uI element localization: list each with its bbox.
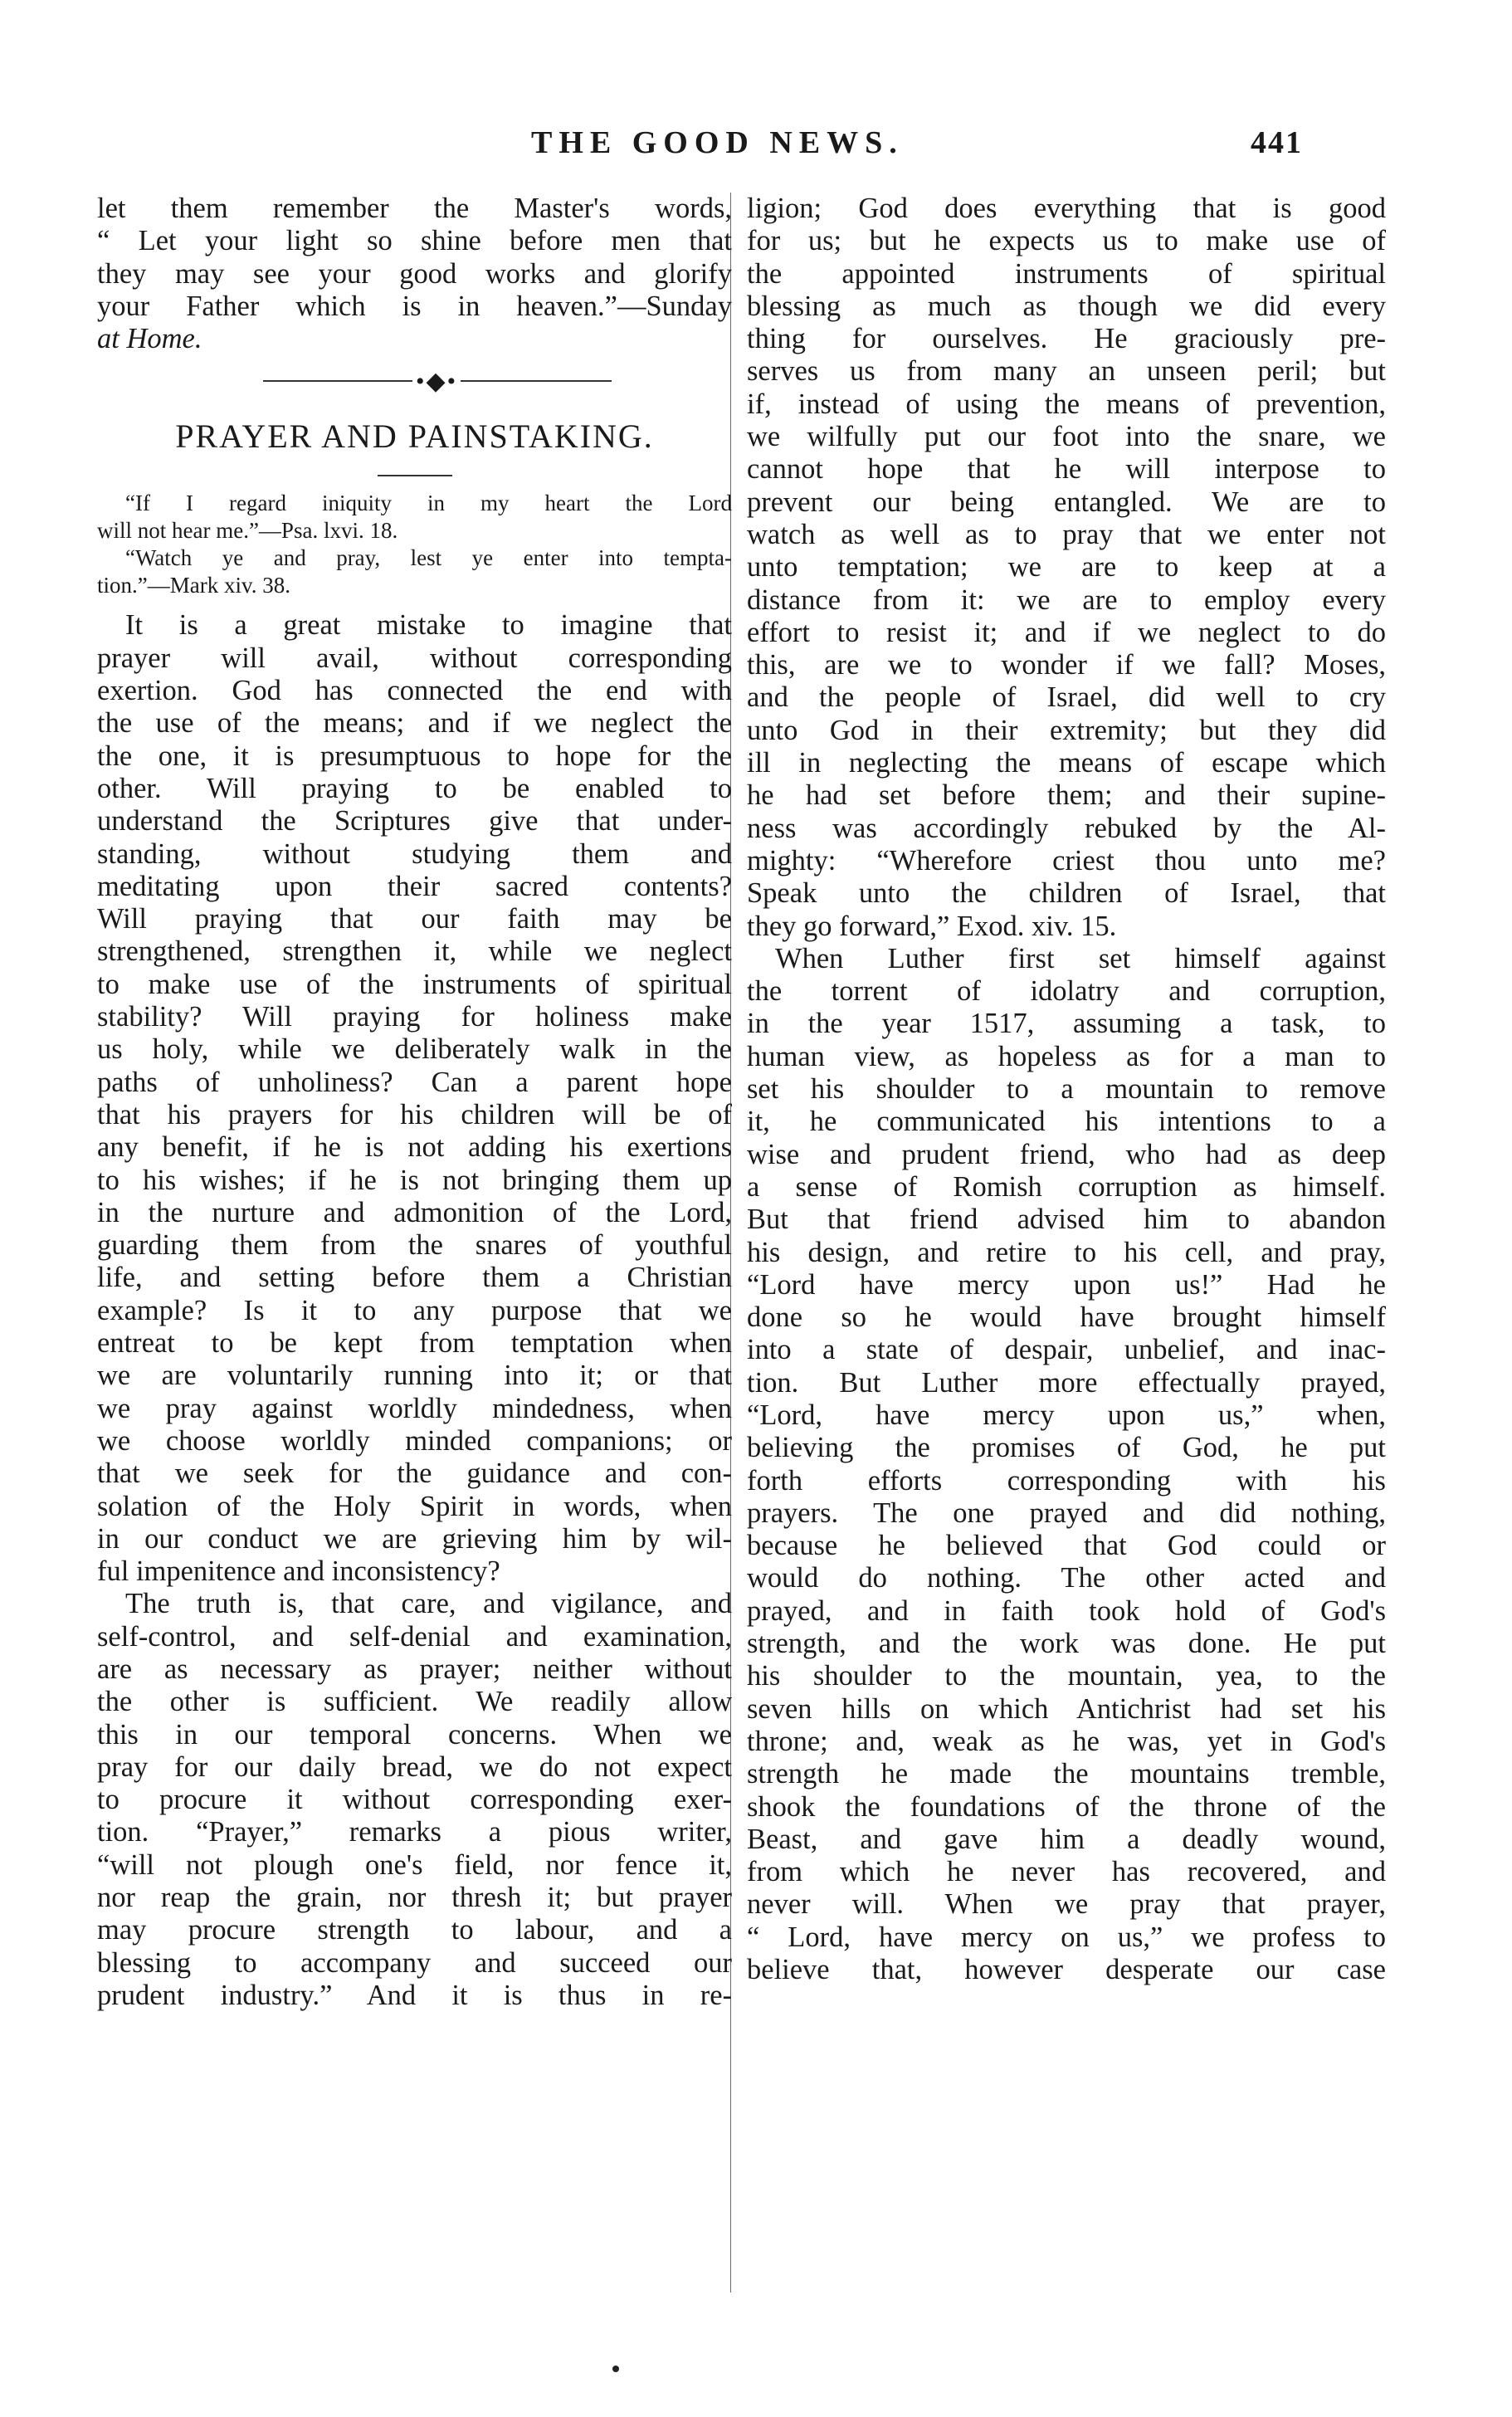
text-line: “Lord have mercy upon us!” Had he — [747, 1268, 1386, 1301]
text-line: prayer will avail, without corresponding — [97, 642, 732, 674]
section-title: PRAYER AND PAINSTAKING. — [175, 417, 654, 456]
text-line: meditating upon their sacred contents? — [97, 870, 732, 902]
text-line: his shoulder to the mountain, yea, to the — [747, 1660, 1386, 1692]
text-line: shook the foundations of the throne of the — [747, 1790, 1386, 1823]
running-head — [100, 125, 1303, 174]
text-line: the appointed instruments of spiritual — [747, 257, 1386, 290]
text-line: strength he made the mountains tremble, — [747, 1758, 1386, 1790]
text-line: we choose worldly minded companions; or — [97, 1424, 732, 1457]
text-line: he had set before them; and their supine- — [747, 779, 1386, 812]
epigraph-line: tion.”—Mark xiv. 38. — [97, 573, 290, 598]
text-line: example? Is it to any purpose that we — [97, 1294, 732, 1326]
text-line: because he believed that God could or — [747, 1530, 1386, 1562]
text-line: mighty: “Wherefore criest thou unto me? — [747, 844, 1386, 876]
text-line: prayers. The one prayed and did nothing, — [747, 1497, 1386, 1529]
ornament-dots-icon: •◆• — [412, 365, 461, 398]
text-line: would do nothing. The other acted and — [747, 1562, 1386, 1594]
text-line: Will praying that our faith may be — [97, 903, 732, 935]
epigraph-line: “If I regard iniquity in my heart the Lord — [125, 491, 732, 516]
text-line: prevent our being entangled. We are to — [747, 486, 1386, 518]
text-line: to make use of the instruments of spiritual — [97, 968, 732, 1000]
text-line: it, he communicated his intentions to a — [747, 1106, 1386, 1138]
text-line: standing, without studying them and — [97, 837, 732, 870]
text-line: blessing as much as though we did every — [747, 290, 1386, 322]
text-line: they go forward,” Exod. xiv. 15. — [747, 910, 1117, 942]
text-line: ligion; God does everything that is good — [747, 193, 1386, 224]
text-line: It is a great mistake to imagine that — [125, 609, 732, 642]
text-line: we pray against worldly mindedness, when — [97, 1392, 732, 1424]
text-line: into a state of despair, unbelief, and inac- — [747, 1334, 1386, 1366]
text-line: and the people of Israel, did well to cry — [747, 681, 1386, 714]
text-line: “ Lord, have mercy on us,” we profess to — [747, 1921, 1386, 1953]
text-line: his design, and retire to his cell, and pray, — [747, 1236, 1386, 1268]
text-line: pray for our daily bread, we do not expect — [97, 1750, 732, 1783]
text-line: life, and setting before them a Christian — [97, 1262, 732, 1294]
text-line: a sense of Romish corruption as himself. — [747, 1170, 1386, 1203]
text-line: entreat to be kept from temptation when — [97, 1327, 732, 1360]
text-line: “will not plough one's field, nor fence it, — [97, 1848, 732, 1881]
text-line: let them remember the Master's words, — [97, 193, 732, 224]
text-line: this, are we to wonder if we fall? Moses, — [747, 649, 1386, 681]
text-line: unto God in their extremity; but they did — [747, 714, 1386, 746]
text-line: to his wishes; if he is not bringing them up — [97, 1164, 732, 1196]
text-line: if, instead of using the means of prevention, — [747, 388, 1386, 420]
text-line: understand the Scriptures give that under- — [97, 805, 732, 837]
spacer — [97, 599, 732, 609]
page-number: 441 — [1251, 125, 1303, 160]
text-line: in the nurture and admonition of the Lord, — [97, 1196, 732, 1228]
text-line: effort to resist it; and if we neglect to do — [747, 616, 1386, 648]
text-line: throne; and, weak as he was, yet in God's — [747, 1725, 1386, 1757]
text-line: we are voluntarily running into it; or that — [97, 1360, 732, 1392]
text-line: solation of the Holy Spirit in words, when — [97, 1490, 732, 1522]
text-line: Beast, and gave him a deadly wound, — [747, 1823, 1386, 1855]
text-line: prudent industry.” And it is thus in re- — [97, 1979, 732, 2011]
text-line: ness was accordingly rebuked by the Al- — [747, 812, 1386, 844]
text-line: serves us from many an unseen peril; but — [747, 355, 1386, 388]
text-line: the one, it is presumptuous to hope for the — [97, 740, 732, 772]
text-line: prayed, and in faith took hold of God's — [747, 1594, 1386, 1627]
text-line: the other is sufficient. We readily allow — [97, 1686, 732, 1718]
text-line: blessing to accompany and succeed our — [97, 1946, 732, 1979]
text-line: believing the promises of God, he put — [747, 1432, 1386, 1464]
text-line: unto temptation; we are to keep at a — [747, 551, 1386, 583]
text-line: watch as well as to pray that we enter not — [747, 518, 1386, 550]
text-line: the torrent of idolatry and corruption, — [747, 975, 1386, 1008]
text-line: When Luther first set himself against — [775, 942, 1386, 974]
text-line: ill in neglecting the means of escape which — [747, 747, 1386, 779]
text-line: “Lord, have mercy upon us,” when, — [747, 1399, 1386, 1431]
text-line: The truth is, that care, and vigilance, and — [125, 1588, 732, 1620]
title-rule — [378, 475, 452, 476]
text-line: distance from it: we are to employ every — [747, 583, 1386, 616]
text-line: tion. But Luther more effectually prayed, — [747, 1366, 1386, 1399]
text-line: may procure strength to labour, and a — [97, 1914, 732, 1946]
text-line: But that friend advised him to abandon — [747, 1204, 1386, 1236]
text-line: forth efforts corresponding with his — [747, 1464, 1386, 1497]
text-line: human view, as hopeless as for a man to — [747, 1040, 1386, 1072]
text-line: wise and prudent friend, who had as deep — [747, 1138, 1386, 1170]
text-line: set his shoulder to a mountain to remove — [747, 1073, 1386, 1106]
text-line: for us; but he expects us to make use of — [747, 225, 1386, 257]
text-line: any benefit, if he is not adding his exertions — [97, 1131, 732, 1164]
text-line: believe that, however desperate our case — [747, 1954, 1386, 1986]
text-line: tion. “Prayer,” remarks a pious writer, — [97, 1816, 732, 1848]
text-line: self-control, and self-denial and examination, — [97, 1620, 732, 1653]
text-line: at Home. — [97, 323, 202, 355]
text-line: the use of the means; and if we neglect the — [97, 707, 732, 740]
text-line: other. Will praying to be enabled to — [97, 772, 732, 804]
bottom-dot-mark — [612, 2366, 619, 2372]
text-line: seven hills on which Antichrist had set his — [747, 1692, 1386, 1725]
text-line: to procure it without corresponding exer- — [97, 1784, 732, 1816]
text-line: thing for ourselves. He graciously pre- — [747, 323, 1386, 355]
epigraph-line: will not hear me.”—Psa. lxvi. 18. — [97, 518, 398, 544]
text-line: never will. When we pray that prayer, — [747, 1888, 1386, 1921]
section-ornament — [97, 355, 732, 405]
text-line: strength, and the work was done. He put — [747, 1628, 1386, 1660]
text-line: from which he never has recovered, and — [747, 1856, 1386, 1888]
text-line: us holy, while we deliberately walk in the — [97, 1033, 732, 1066]
text-line: cannot hope that he will interpose to — [747, 453, 1386, 486]
running-title: THE GOOD NEWS. — [531, 125, 904, 160]
text-line: in our conduct we are grieving him by wil- — [97, 1522, 732, 1555]
text-line: are as necessary as prayer; neither without — [97, 1653, 732, 1685]
text-line: “ Let your light so shine before men that — [97, 225, 732, 257]
text-line: guarding them from the snares of youthful — [97, 1229, 732, 1262]
text-line: that his prayers for his children will be of — [97, 1098, 732, 1130]
text-line: we wilfully put our foot into the snare, we — [747, 421, 1386, 453]
text-line: Speak unto the children of Israel, that — [747, 877, 1386, 910]
text-line: stability? Will praying for holiness make — [97, 1001, 732, 1033]
right-column — [747, 193, 1386, 1986]
epigraph-line: “Watch ye and pray, lest ye enter into tempta- — [125, 545, 732, 571]
text-line: ful impenitence and inconsistency? — [97, 1555, 500, 1588]
text-line: in the year 1517, assuming a task, to — [747, 1008, 1386, 1040]
text-line: this in our temporal concerns. When we — [97, 1718, 732, 1750]
text-line: exertion. God has connected the end with — [97, 675, 732, 707]
text-line: your Father which is in heaven.”—Sunday — [97, 290, 732, 322]
text-line: they may see your good works and glorify — [97, 257, 732, 290]
text-line: nor reap the grain, nor thresh it; but prayer — [97, 1882, 732, 1914]
text-line: done so he would have brought himself — [747, 1301, 1386, 1334]
text-line: that we seek for the guidance and con- — [97, 1458, 732, 1490]
left-column — [97, 193, 732, 2012]
text-line: paths of unholiness? Can a parent hope — [97, 1066, 732, 1098]
text-line: strengthened, strengthen it, while we neglect — [97, 935, 732, 968]
